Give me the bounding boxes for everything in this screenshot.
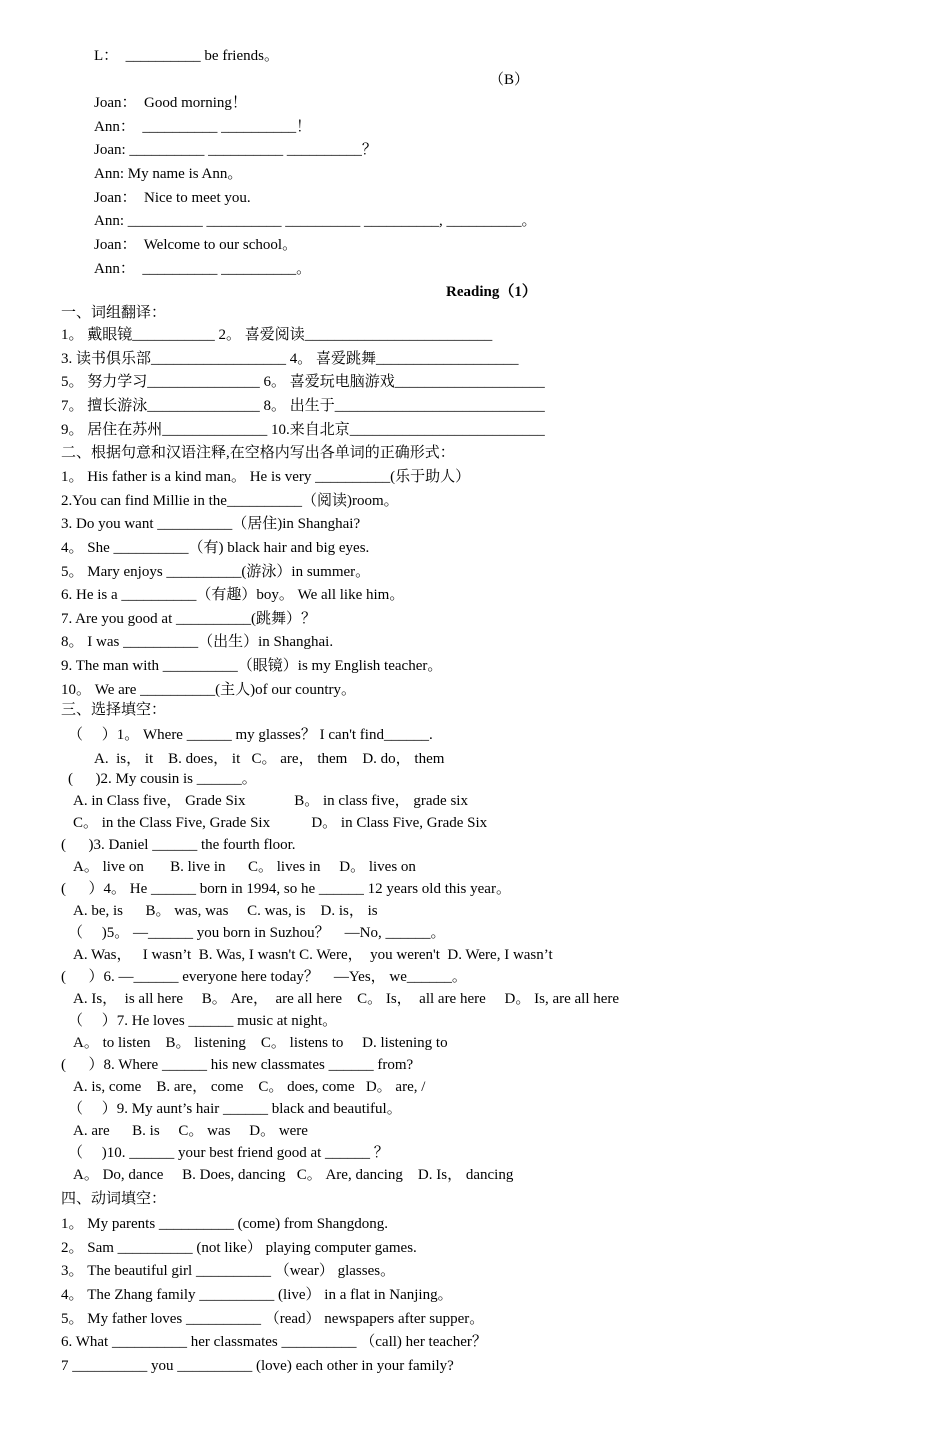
section2-line: 9. The man with __________（眼镜）is my English teacher。 [61, 658, 443, 674]
reading-title: Reading（1） [446, 284, 537, 300]
section2-heading: 二、根据句意和汉语注释,在空格内写出各单词的正确形式： [61, 445, 455, 461]
section4-line: 4。 The Zhang family __________ (live） in a flat in Nanjing。 [61, 1287, 453, 1303]
options-line: A。 Do, dance B. Does, dancing C。 Are, dancing D. Is， dancing [73, 1167, 514, 1183]
options-line: A. are B. is C。 was D。 were [73, 1123, 308, 1139]
section2-line: 3. Do you want __________（居住)in Shanghai? [61, 516, 361, 532]
options-line: C。 in the Class Five, Grade Six D。 in Class Five, Grade Six [73, 815, 488, 831]
section2-line: 6. He is a __________（有趣）boy。 We all like him。 [61, 587, 405, 603]
options-line: A. is, come B. are， come C。 does, come D。 are, / [73, 1079, 426, 1095]
section2-line: 8。 I was __________（出生）in Shanghai. [61, 634, 334, 650]
section2-line: 4。 She __________（有) black hair and big eyes. [61, 540, 370, 556]
question-line: ( )2. My cousin is ______。 [68, 771, 257, 787]
section1-line: 3. 读书俱乐部__________________ 4。 喜爱跳舞___________________ [61, 351, 519, 367]
options-line: A。 to listen B。 listening C。 listens to D. listening to [73, 1035, 448, 1051]
section4-line: 5。 My father loves __________ （read） newspapers after supper。 [61, 1311, 485, 1327]
dialogue-line: Ann： __________ __________。 [94, 261, 312, 277]
dialogue-line: Joan： Good morning！ [94, 95, 247, 111]
dialogue-a-line-l: L： __________ be friends。 [94, 48, 279, 64]
section4-line: 6. What __________ her classmates __________ （call) her teacher？ [61, 1334, 487, 1350]
question-line: （ ）7. He loves ______ music at night。 [68, 1013, 338, 1029]
section4-line: 1。 My parents __________ (come) from Shangdong. [61, 1216, 389, 1232]
dialogue-line: Joan： Welcome to our school。 [94, 237, 298, 253]
section4-heading: 四、动词填空： [61, 1191, 167, 1207]
question-line: ( ）6. —______ everyone here today？ —Yes， we______。 [61, 969, 467, 985]
dialogue-b-label: （B） [489, 72, 530, 88]
question-line: （ ）9. My aunt’s hair ______ black and beautiful。 [68, 1101, 402, 1117]
options-line: A. Was， I wasn’t B. Was, I wasn't C. Were， you weren't D. Were, I wasn’t [73, 947, 553, 963]
section4-line: 7 __________ you __________ (love) each other in your family? [61, 1358, 454, 1374]
section1-line: 9。 居住在苏州______________ 10.来自北京__________________________ [61, 422, 545, 438]
section2-line: 1。 His father is a kind man。 He is very __________(乐于助人） [61, 469, 471, 485]
question-line: ( ）4。 He ______ born in 1994, so he ______ 12 years old this year。 [61, 881, 511, 897]
dialogue-line: Ann: __________ __________ __________ __________, __________。 [94, 213, 537, 229]
section1-line: 1。 戴眼镜___________ 2。 喜爱阅读_________________________ [61, 327, 493, 343]
dialogue-line: Ann: My name is Ann。 [94, 166, 243, 182]
options-line: A. Is， is all here B。 Are， are all here C。 Is， all are here D。 Is, are all here [73, 991, 620, 1007]
section2-line: 10。 We are __________(主人)of our country。 [61, 682, 356, 698]
question-line: ( ）8. Where ______ his new classmates ______ from? [61, 1057, 414, 1073]
section1-heading: 一、词组翻译： [61, 305, 167, 321]
question-line: ( )3. Daniel ______ the fourth floor. [61, 837, 296, 853]
options-line: A。 live on B. live in C。 lives in D。 lives on [73, 859, 416, 875]
question-line: （ ）1。 Where ______ my glasses？ I can't find______. [68, 727, 433, 743]
section4-line: 3。 The beautiful girl __________ （wear） glasses。 [61, 1263, 396, 1279]
options-line: A. be, is B。 was, was C. was, is D. is， is [73, 903, 378, 919]
question-line: （ )5。 —______ you born in Suzhou？ —No, ______。 [68, 925, 446, 941]
question-line: （ )10. ______ your best friend good at ______ ？ [68, 1145, 389, 1161]
section2-line: 7. Are you good at __________(跳舞）？ [61, 611, 316, 627]
section1-line: 7。 擅长游泳_______________ 8。 出生于____________________________ [61, 398, 545, 414]
dialogue-line: Joan： Nice to meet you. [94, 190, 251, 206]
options-line: A. is， it B. does， it C。 are， them D. do， them [94, 751, 445, 767]
section4-line: 2。 Sam __________ (not like） playing computer games. [61, 1240, 417, 1256]
section3-heading: 三、选择填空： [61, 702, 167, 718]
dialogue-line: Ann： __________ __________！ [94, 119, 312, 135]
dialogue-line: Joan: __________ __________ __________？ [94, 142, 377, 158]
options-line: A. in Class five， Grade Six B。 in class five， grade six [73, 793, 468, 809]
section2-line: 5。 Mary enjoys __________(游泳）in summer。 [61, 564, 371, 580]
section1-line: 5。 努力学习_______________ 6。 喜爱玩电脑游戏____________________ [61, 374, 545, 390]
section2-line: 2.You can find Millie in the__________（阅读)room。 [61, 493, 399, 509]
